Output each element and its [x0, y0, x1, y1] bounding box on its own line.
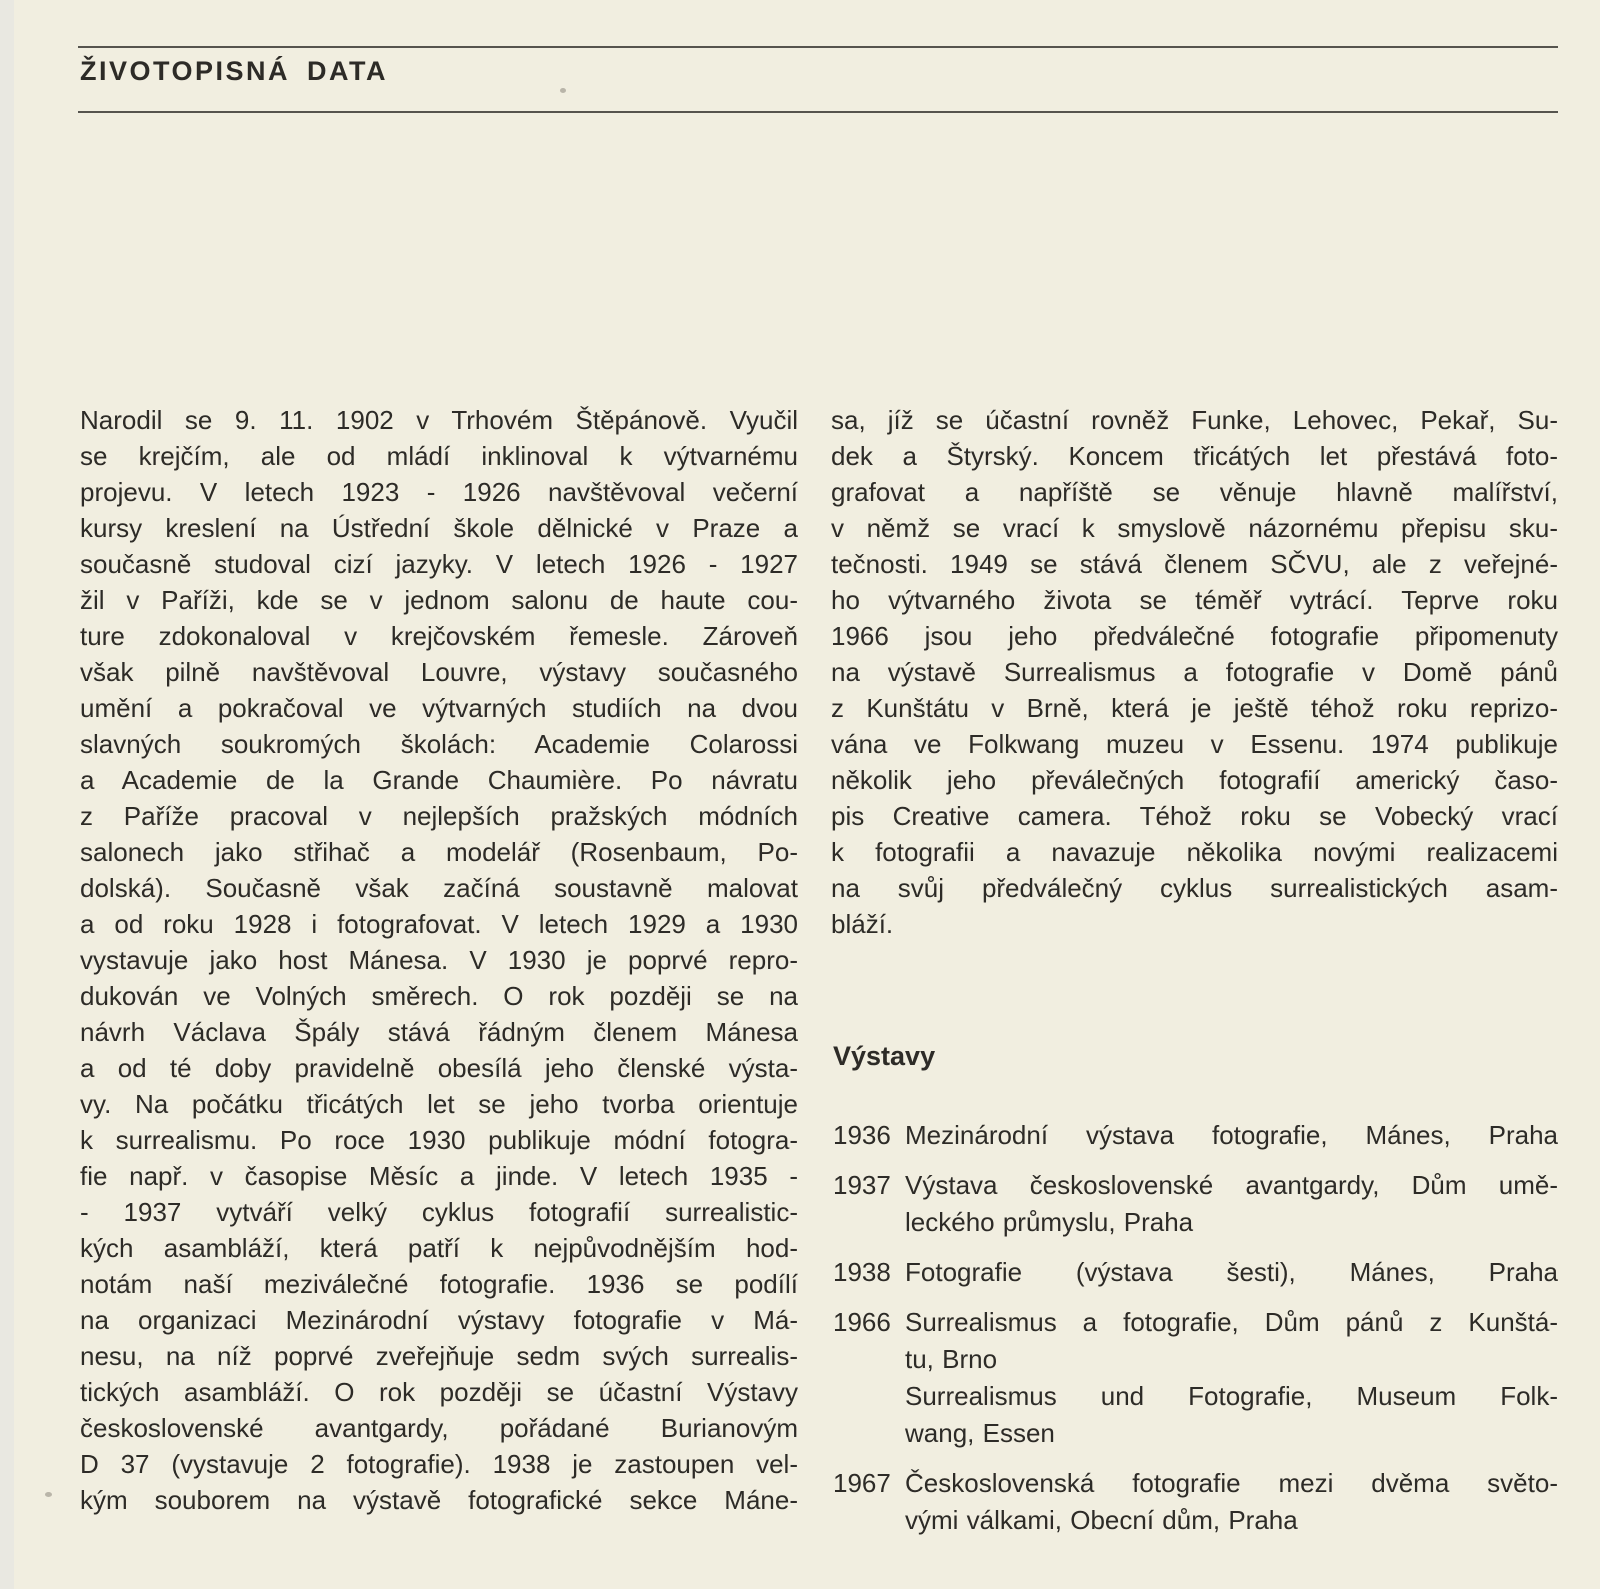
text-line: umění a pokračoval ve výtvarných studiích na dvou: [80, 693, 798, 723]
text-line: a Academie de la Grande Chaumière. Po návratu: [80, 765, 798, 795]
biography-left-column: [80, 402, 798, 1518]
text-line: na svůj předválečný cyklus surrealistických asam-: [831, 873, 1558, 903]
text-line: sa, jíž se účastní rovněž Funke, Lehovec, Pekař, Su-: [831, 405, 1558, 435]
text-line: vy. Na počátku třicátých let se jeho tvorba orientuje: [80, 1089, 798, 1119]
text-line: Mezinárodní výstava fotografie, Mánes, Praha: [905, 1120, 1558, 1150]
text-line: z Paříže pracoval v nejlepších pražských módních: [80, 801, 798, 831]
text-line: návrh Václava Špály stává řádným členem Mánesa: [80, 1017, 798, 1047]
text-line: žil v Paříži, kde se v jednom salonu de haute cou-: [80, 585, 798, 615]
text-line: Surrealismus a fotografie, Dům pánů z Kunštá-: [905, 1307, 1558, 1337]
exhibition-year: 1967: [833, 1468, 891, 1498]
text-line: tických asambláží. O rok později se účastní Výstavy: [80, 1377, 798, 1407]
exhibition-item: [833, 1304, 1558, 1452]
text-line: wang, Essen: [905, 1418, 1055, 1448]
text-line: se krejčím, ale od mládí inklinoval k výtvarnému: [80, 441, 798, 471]
text-line: na organizaci Mezinárodní výstavy fotografie v Má-: [80, 1305, 798, 1335]
page-title: ŽIVOTOPISNÁ DATA: [80, 56, 389, 86]
text-line: 1966 jsou jeho předválečné fotografie připomenuty: [831, 621, 1558, 651]
header-rule-bottom: [78, 111, 1558, 113]
exhibition-item: [833, 1117, 1558, 1154]
text-line: bláží.: [831, 909, 894, 939]
text-line: Výstava československé avantgardy, Dům umě-: [905, 1170, 1558, 1200]
exhibition-year: 1966: [833, 1307, 891, 1337]
scan-speck: [45, 1492, 52, 1497]
text-line: ho výtvarného života se téměř vytrácí. Teprve roku: [831, 585, 1558, 615]
text-line: pis Creative camera. Téhož roku se Vobecký vrací: [831, 801, 1558, 831]
exhibitions-list: [833, 1117, 1558, 1552]
text-line: salonech jako střihač a modelář (Rosenbaum, Po-: [80, 837, 798, 867]
exhibition-text: [905, 1167, 1558, 1241]
text-line: notám naší meziválečné fotografie. 1936 se podílí: [80, 1269, 798, 1299]
text-line: nesu, na níž poprvé zveřejňuje sedm svých surrealis-: [80, 1341, 798, 1371]
exhibitions-heading: Výstavy: [833, 1041, 936, 1071]
text-line: však pilně navštěvoval Louvre, výstavy současného: [80, 657, 798, 687]
text-line: - 1937 vytváří velký cyklus fotografií surrealistic-: [80, 1197, 798, 1227]
biography-right-column: [831, 402, 1558, 942]
exhibition-text: [905, 1254, 1558, 1291]
text-line: vána ve Folkwang muzeu v Essenu. 1974 publikuje: [831, 729, 1558, 759]
exhibition-year: 1936: [833, 1120, 891, 1150]
text-line: vystavuje jako host Mánesa. V 1930 je poprvé repro-: [80, 945, 798, 975]
page-edge-shadow: [0, 0, 14, 1589]
text-line: ture zdokonaloval v krejčovském řemesle. Zároveň: [80, 621, 798, 651]
text-line: grafovat a napříště se věnuje hlavně malířství,: [831, 477, 1558, 507]
text-line: k fotografii a navazuje několika novými realizacemi: [831, 837, 1558, 867]
text-line: a od roku 1928 i fotografovat. V letech 1929 a 1930: [80, 909, 798, 939]
text-line: Narodil se 9. 11. 1902 v Trhovém Štěpánově. Vyučil: [80, 405, 798, 435]
text-line: dolská). Současně však začíná soustavně malovat: [80, 873, 798, 903]
exhibition-text: [905, 1465, 1558, 1539]
text-line: kursy kreslení na Ústřední škole dělnické v Praze a: [80, 513, 798, 543]
text-line: dukován ve Volných směrech. O rok později se na: [80, 981, 798, 1011]
exhibition-item: [833, 1254, 1558, 1291]
text-line: Surrealismus und Fotografie, Museum Folk-: [905, 1381, 1558, 1411]
text-line: tečnosti. 1949 se stává členem SČVU, ale z veřejné-: [831, 549, 1558, 579]
text-line: z Kunštátu v Brně, která je ještě téhož roku reprizo-: [831, 693, 1558, 723]
text-line: na výstavě Surrealismus a fotografie v Domě pánů: [831, 657, 1558, 687]
text-line: k surrealismu. Po roce 1930 publikuje módní fotogra-: [80, 1125, 798, 1155]
text-line: Fotografie (výstava šesti), Mánes, Praha: [905, 1257, 1558, 1287]
text-line: leckého průmyslu, Praha: [905, 1207, 1194, 1237]
text-line: několik jeho převálečných fotografií americký časo-: [831, 765, 1558, 795]
text-line: Československá fotografie mezi dvěma světo-: [905, 1468, 1558, 1498]
text-line: slavných soukromých školách: Academie Colarossi: [80, 729, 798, 759]
exhibition-text: [905, 1117, 1558, 1154]
text-line: projevu. V letech 1923 - 1926 navštěvoval večerní: [80, 477, 798, 507]
exhibition-item: [833, 1465, 1558, 1539]
text-line: kým souborem na výstavě fotografické sekce Máne-: [80, 1485, 798, 1515]
text-line: současně studoval cizí jazyky. V letech 1926 - 1927: [80, 549, 798, 579]
text-line: v němž se vrací k smyslově názornému přepisu sku-: [831, 513, 1558, 543]
text-line: tu, Brno: [905, 1344, 998, 1374]
text-line: dek a Štyrský. Koncem třicátých let přestává foto-: [831, 441, 1558, 471]
scan-speck: [560, 88, 566, 93]
exhibition-text: [905, 1304, 1558, 1452]
text-line: československé avantgardy, pořádané Burianovým: [80, 1413, 798, 1443]
text-line: vými válkami, Obecní dům, Praha: [905, 1505, 1298, 1535]
text-line: kých asambláží, která patří k nejpůvodnějším hod-: [80, 1233, 798, 1263]
text-line: a od té doby pravidelně obesílá jeho členské výsta-: [80, 1053, 798, 1083]
exhibition-year: 1938: [833, 1257, 891, 1287]
text-line: fie např. v časopise Měsíc a jinde. V letech 1935 -: [80, 1161, 798, 1191]
exhibition-item: [833, 1167, 1558, 1241]
text-line: D 37 (vystavuje 2 fotografie). 1938 je zastoupen vel-: [80, 1449, 798, 1479]
header-rule-top: [78, 46, 1558, 48]
exhibition-year: 1937: [833, 1170, 891, 1200]
